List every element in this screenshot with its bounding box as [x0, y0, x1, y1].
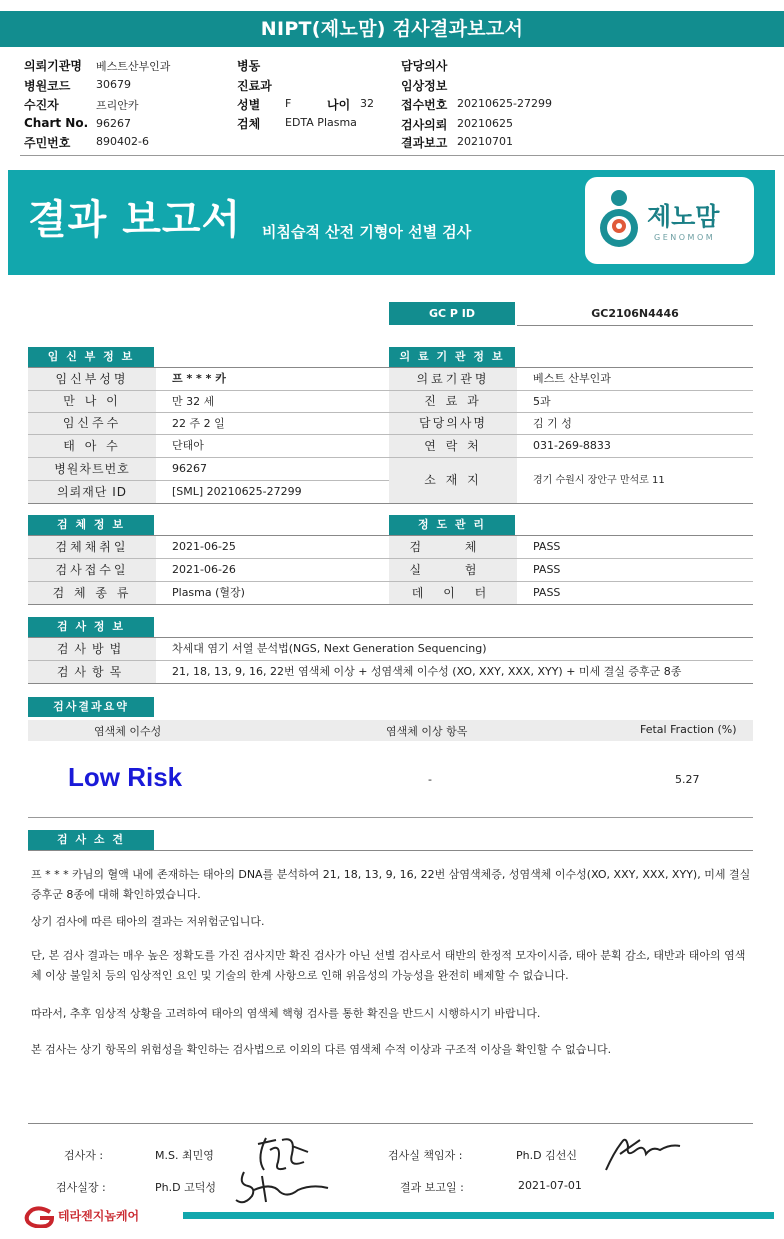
header-value: 96267 [96, 117, 131, 130]
specimen-value: 2021-06-26 [172, 563, 236, 576]
genomom-logo-icon [597, 188, 647, 250]
header-value: 20210625-27299 [457, 97, 552, 110]
section-test-info: 검 사 정 보 [28, 617, 154, 637]
gcp-id-label: GC P ID [389, 302, 515, 325]
logo-name: 제노맘 [647, 202, 720, 231]
findings-paragraph-4: 따라서, 추후 임상적 상황을 고려하여 태아의 염색체 핵형 검사를 통한 확진을 반드시 시행하시기 바랍니다. [31, 1007, 541, 1020]
header-label: 결과보고 [401, 136, 448, 150]
section-institution-info: 의 료 기 관 정 보 [389, 347, 515, 367]
section-quality-control: 정 도 관 리 [389, 515, 515, 535]
test-label: 검사방법 [28, 638, 156, 660]
footer-bar [183, 1212, 774, 1219]
header-value: 20210701 [457, 135, 513, 148]
qc-value: PASS [533, 563, 561, 576]
institution-label: 소 재 지 [389, 458, 517, 503]
institution-value: 5과 [533, 395, 551, 408]
summary-header [28, 720, 753, 741]
patient-label: 태 아 수 [28, 435, 156, 457]
header-label: 병원코드 [24, 79, 71, 93]
institution-value: 031-269-8833 [533, 439, 611, 452]
qc-label: 검 체 [389, 536, 517, 558]
gcp-id-value: GC2106N4446 [517, 302, 753, 326]
header-label: 검체 [237, 117, 261, 131]
header-value: 32 [360, 97, 374, 110]
test-value: 21, 18, 13, 9, 16, 22번 염색체 이상 + 성염색체 이수성 (XO, XXY, XXX, XYY) + 미세 결실 증후군 8종 [172, 665, 682, 678]
row-divider [28, 604, 391, 605]
specimen-label: 검 체 종 류 [28, 582, 156, 604]
institution-label: 연 락 처 [389, 435, 517, 457]
patient-value: 96267 [172, 462, 207, 475]
row-divider [28, 503, 391, 504]
patient-label: 임신부성명 [28, 368, 156, 390]
specimen-label: 검사접수일 [28, 559, 156, 581]
patient-value: 22 주 2 일 [172, 417, 225, 430]
report-date-label: 결과 보고일 : [400, 1181, 464, 1194]
patient-label: 만 나 이 [28, 391, 156, 412]
header-info [0, 0, 784, 160]
director-name: Ph.D 고덕성 [155, 1181, 216, 1194]
patient-value: [SML] 20210625-27299 [172, 485, 302, 498]
tester-name: M.S. 최민영 [155, 1149, 214, 1162]
section-specimen-info: 검 체 정 보 [28, 515, 154, 535]
banner-subtitle: 비침습적 산전 기형아 선별 검사 [262, 223, 472, 241]
section-result-summary: 검사결과요약 [28, 697, 154, 717]
header-label: 병동 [237, 59, 261, 73]
institution-value: 김 기 성 [533, 417, 572, 430]
institution-value: 베스트 산부인과 [533, 372, 611, 385]
section-findings: 검 사 소 견 [28, 830, 154, 850]
header-label: 임상정보 [401, 79, 448, 93]
document-title: NIPT(제노맘) 검사결과보고서 [0, 11, 784, 47]
qc-label: 데 이 터 [389, 582, 517, 604]
col-abnormal-items: 염색체 이상 항목 [386, 725, 468, 738]
institution-value: 경기 수원시 장안구 만석로 11 [533, 475, 665, 486]
section-rule [28, 850, 753, 851]
header-label: 나이 [327, 98, 351, 112]
header-value: F [285, 97, 292, 110]
patient-label: 병원차트번호 [28, 458, 156, 480]
row-divider [28, 683, 753, 684]
test-label: 검사항목 [28, 661, 156, 683]
header-value: 890402-6 [96, 135, 149, 148]
header-label: 수진자 [24, 98, 59, 112]
header-label: 접수번호 [401, 98, 448, 112]
director-signature [232, 1162, 332, 1210]
qc-label: 실 험 [389, 559, 517, 581]
qc-value: PASS [533, 540, 561, 553]
header-value: 프리안카 [96, 99, 139, 112]
patient-value: 프 * * * 카 [172, 372, 226, 385]
findings-paragraph-2: 상기 검사에 따른 태아의 결과는 저위험군입니다. [31, 915, 265, 928]
patient-table [28, 368, 391, 503]
findings-paragraph-1: 프 * * * 카님의 혈액 내에 존재하는 태아의 DNA를 분석하여 21, 18, 13, 9, 16, 22번 삼염색체증, 성염색체 이수성(XO, XXY, XXX, XYY), 미세 결실 증후군 8종에 대해 확인하였습니다. [31, 868, 751, 901]
tester-label: 검사자 : [64, 1149, 104, 1162]
abnormal-items-value: - [428, 773, 432, 786]
specimen-label: 검체채취일 [28, 536, 156, 558]
institution-label: 진 료 과 [389, 391, 517, 412]
specimen-table [28, 536, 391, 604]
signature-divider [28, 1123, 753, 1124]
findings-paragraph-5: 본 검사는 상기 항목의 위험성을 확인하는 검사법으로 이외의 다른 염색체 수적 이상과 구조적 이상을 확인할 수 없습니다. [31, 1043, 612, 1056]
lab-head-signature [600, 1132, 684, 1176]
header-value: 30679 [96, 78, 131, 91]
header-value: 베스트산부인과 [96, 60, 171, 73]
qc-table [389, 536, 753, 604]
col-aneuploidy: 염색체 이수성 [94, 725, 162, 738]
institution-label: 의료기관명 [389, 368, 517, 390]
header-label: 성별 [237, 98, 261, 112]
row-divider [389, 604, 753, 605]
lab-head-name: Ph.D 김선신 [516, 1149, 577, 1162]
test-table [28, 638, 753, 684]
header-divider [20, 155, 784, 156]
specimen-value: 2021-06-25 [172, 540, 236, 553]
qc-value: PASS [533, 586, 561, 599]
header-value: 20210625 [457, 117, 513, 130]
institution-label: 담당의사명 [389, 413, 517, 434]
header-label: 주민번호 [24, 136, 71, 150]
fetal-fraction-value: 5.27 [675, 773, 700, 786]
banner-title: 결과 보고서 [28, 197, 242, 243]
company-name: 테라젠지놈케어 [58, 1209, 140, 1223]
logo-english: GENOMOM [654, 233, 716, 242]
header-label: 검사의뢰 [401, 118, 448, 132]
company-logo-icon [24, 1206, 56, 1228]
patient-value: 단태아 [172, 439, 204, 452]
director-label: 검사실장 : [56, 1181, 106, 1194]
header-label: 진료과 [237, 79, 272, 93]
col-fetal-fraction: Fetal Fraction (%) [640, 723, 737, 736]
result-low-risk: Low Risk [68, 762, 183, 792]
test-value: 차세대 염기 서열 분석법(NGS, Next Generation Sequencing) [172, 642, 487, 655]
header-label: 의뢰기관명 [24, 59, 82, 73]
patient-label: 의뢰재단 ID [28, 481, 156, 503]
report-date-value: 2021-07-01 [518, 1179, 582, 1192]
section-patient-info: 임 신 부 정 보 [28, 347, 154, 367]
findings-paragraph-3: 단, 본 검사 결과는 매우 높은 정확도를 가진 검사지만 확진 검사가 아닌 선별 검사로서 태반의 한정적 모자이시즘, 태아 분획 감소, 태반과 태아의 염색체 이상 불일치 등의 임상적인 요인 및 기술의 한계 사항으로 인해 위음성의 가능성을 완전히 배제할 수 없습니다. [31, 949, 746, 982]
specimen-value: Plasma (혈장) [172, 586, 245, 599]
lab-head-label: 검사실 책임자 : [388, 1149, 463, 1162]
header-label: 담당의사 [401, 59, 448, 73]
header-value: EDTA Plasma [285, 116, 357, 129]
summary-divider [28, 817, 753, 818]
header-label: Chart No. [24, 116, 89, 130]
row-divider [389, 503, 753, 504]
patient-value: 만 32 세 [172, 395, 215, 408]
institution-table [389, 368, 753, 503]
patient-label: 임신주수 [28, 413, 156, 434]
